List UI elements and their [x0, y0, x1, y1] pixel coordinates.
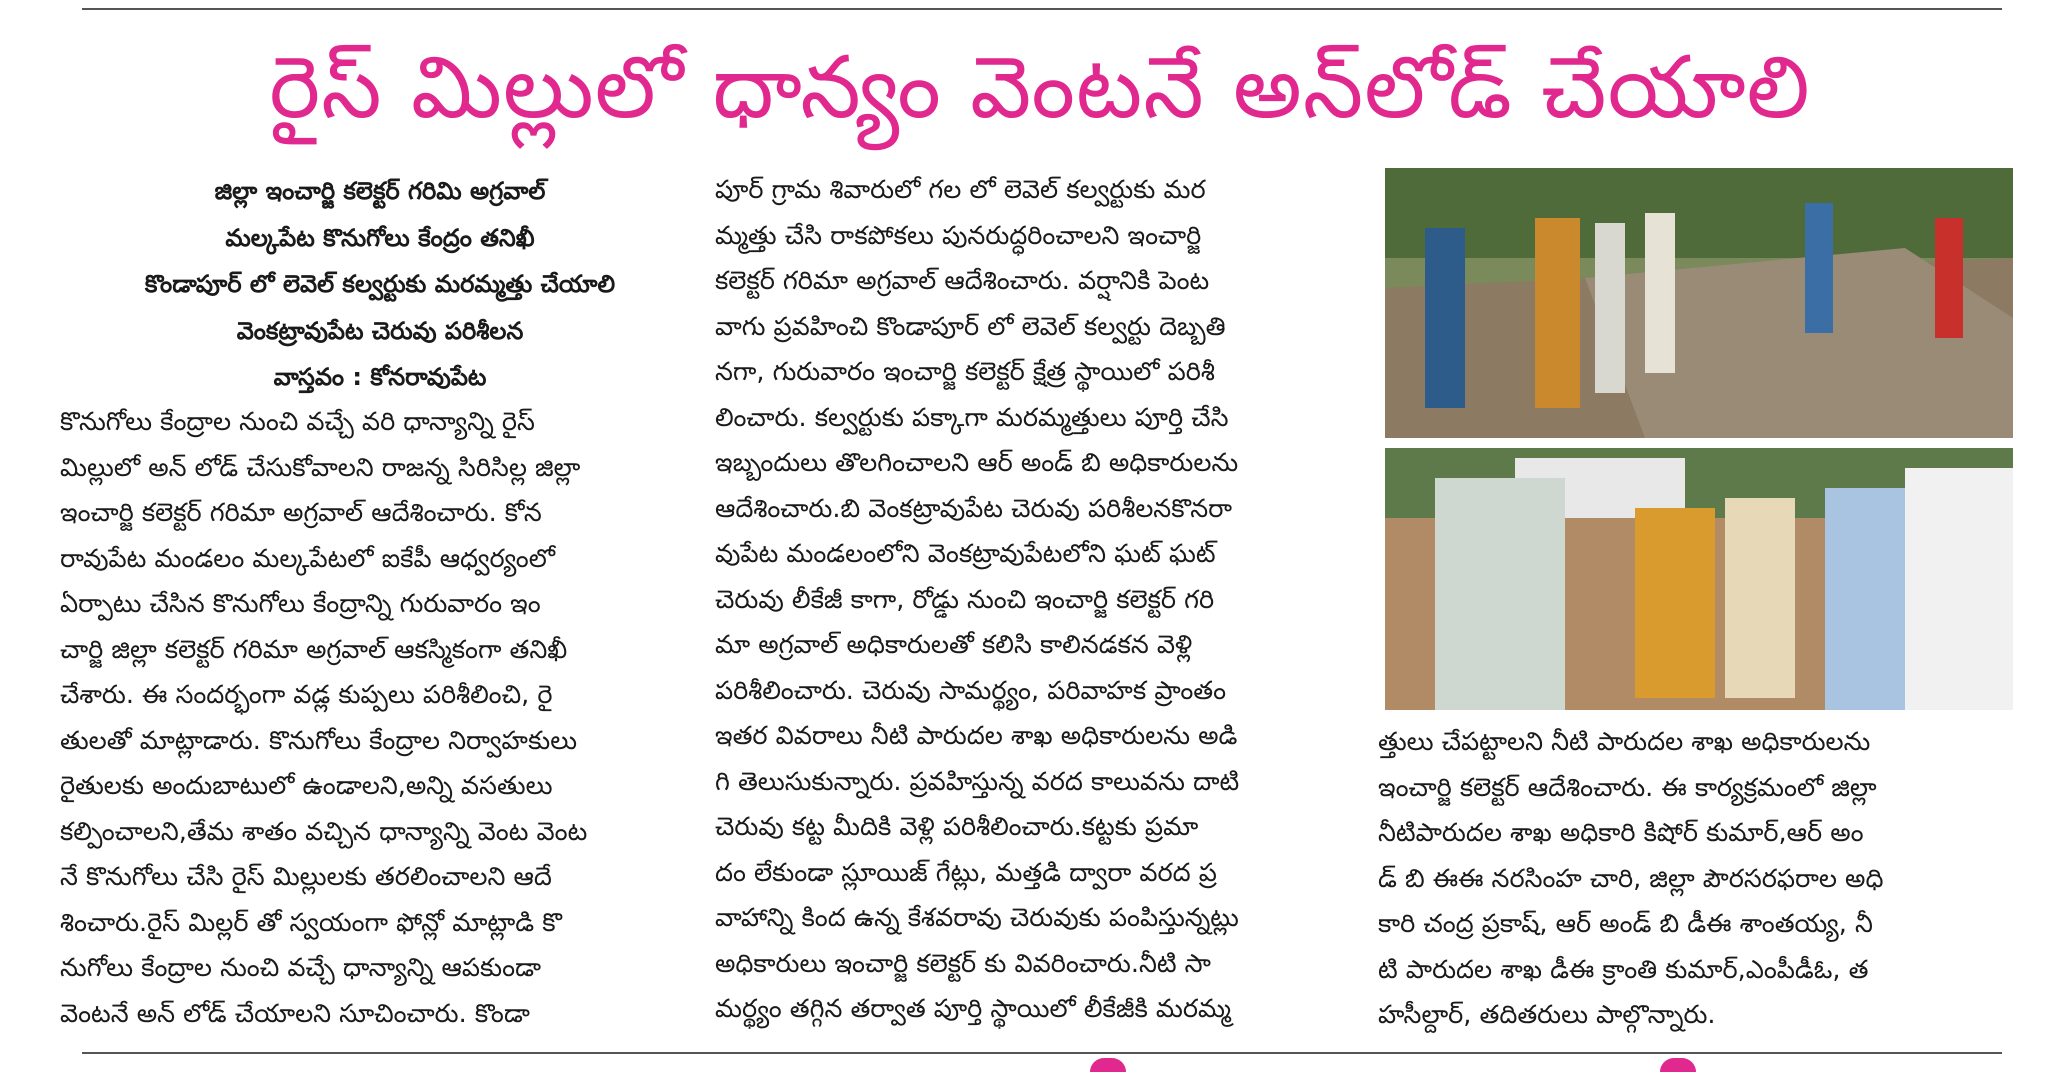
article-line: పూర్ గ్రామ శివారులో గల లో లెవెల్ కల్వర్టుకు మర	[715, 175, 1206, 205]
article-line: డ్ బి ఈఈ నరసింహ చారి, జిల్లా పౌరసరఫరాల అధి	[1378, 863, 1884, 894]
article-line: కారి చంద్ర ప్రకాష్, ఆర్ అండ్ బి డీఈ శాంతయ్య, నీ	[1378, 909, 1873, 939]
article-line: వెంటనే అన్ లోడ్ చేయాలని సూచించారు. కొండా	[60, 998, 530, 1029]
article-line: శించారు.రైస్ మిల్లర్ తో స్వయంగా ఫోన్లో మాట్లాడి కొ	[60, 907, 562, 938]
article-line: పరిశీలించారు. చెరువు సామర్థ్యం, పరివాహక ప్రాంతం	[715, 675, 1227, 706]
bottom-rule	[82, 1052, 2002, 1054]
article-line: రావుపేట మండలం మల్కపేటలో ఐకేపీ ఆధ్వర్యంలో	[60, 543, 555, 574]
article-line: వుపేట మండలంలోని వెంకట్రావుపేటలోని ఘట్ ఘట్	[715, 539, 1216, 569]
top-rule	[82, 8, 2002, 10]
article-line: దం లేకుండా స్లూయిజ్ గేట్లు, మత్తడి ద్వారా వరద ప్ర	[715, 857, 1217, 888]
article-line: హసీల్దార్, తదితరులు పాల్గొన్నారు.	[1378, 1000, 1716, 1030]
article-column-2	[715, 168, 1345, 1033]
article-line: ఇతర వివరాలు నీటి పారుదల శాఖ అధికారులను అడి	[715, 721, 1238, 751]
article-line: కొనుగోలు కేంద్రాల నుంచి వచ్చే వరి ధాన్యాన్ని రైస్	[60, 407, 535, 437]
article-line: ఇబ్బందులు తొలగించాలని ఆర్ అండ్ బి అధికారులను	[715, 448, 1239, 478]
article-line: కలెక్టర్ గరిమా అగ్రవాల్ ఆదేశించారు. వర్షానికి పెంట	[715, 266, 1210, 296]
subheads	[60, 168, 700, 401]
article-line: వాహాన్ని కింద ఉన్న కేశవరావు చెరువుకు పంపిస్తున్నట్లు	[715, 903, 1239, 933]
article-line: వాగు ప్రవహించి కొండాపూర్ లో లెవెల్ కల్వర్టు దెబ్బతి	[715, 311, 1226, 342]
article-line: మిల్లులో అన్ లోడ్ చేసుకోవాలని రాజన్న సిరిసిల్ల జిల్లా	[60, 452, 581, 483]
article-column-1	[60, 400, 700, 1037]
article-line: చార్జి జిల్లా కలెక్టర్ గరిమా అగ్రవాల్ ఆకస్మికంగా తనిఖీ	[60, 634, 568, 665]
collector-inspecting-paddy-photo	[1385, 448, 2013, 710]
article-line: రైతులకు అందుబాటులో ఉండాలని,అన్ని వసతులు	[60, 771, 553, 801]
article-line: తులతో మాట్లాడారు. కొనుగోలు కేంద్రాల నిర్వాహకులు	[60, 725, 578, 756]
article-line: టి పారుదల శాఖ డీఈ క్రాంతి కుమార్,ఎంపీడీఓ, త	[1378, 954, 1869, 985]
dateline: వాస్తవం : కోనరావుపేట	[273, 363, 487, 392]
headline: రైస్ మిల్లులో ధాన్యం వెంటనే అన్‌లోడ్ చేయాలి	[269, 38, 1811, 138]
article-line: మా అగ్రవాల్ అధికారులతో కలిసి కాలినడకన వెళ్లి	[715, 630, 1193, 660]
article-line: చెరువు కట్ట మీదికి వెళ్లి పరిశీలించారు.కట్టకు ప్రమా	[715, 812, 1199, 842]
article-line: ఇంచార్జి కలెక్టర్ గరిమా అగ్రవాల్ ఆదేశించారు. కోన	[60, 498, 542, 528]
subhead: మల్కపేట కొనుగోలు కేంద్రం తనిఖీ	[225, 223, 535, 252]
article-line: కల్పించాలని,తేమ శాతం వచ్చిన ధాన్యాన్ని వెంట వెంట	[60, 816, 588, 847]
article-line: అధికారులు ఇంచార్జి కలెక్టర్ కు వివరించారు.నీటి సా	[715, 948, 1211, 979]
article-line: నగా, గురువారం ఇంచార్జి కలెక్టర్ క్షేత్ర స్థాయిలో పరిశీ	[715, 357, 1215, 387]
article-line: మర్థ్యం తగ్గిన తర్వాత పూర్తి స్థాయిలో లీకేజీకి మరమ్మ	[715, 994, 1231, 1024]
subhead: వెంకట్రావుపేట చెరువు పరిశీలన	[236, 316, 524, 345]
article-line: నుగోలు కేంద్రాల నుంచి వచ్చే ధాన్యాన్ని ఆపకుండా	[60, 953, 542, 983]
article-line: నీటిపారుదల శాఖ అధికారి కిషోర్ కుమార్,ఆర్ అం	[1378, 818, 1864, 848]
officials-inspecting-culvert-photo	[1385, 168, 2013, 438]
article-line: ఏర్పాటు చేసిన కొనుగోలు కేంద్రాన్ని గురువారం ఇం	[60, 589, 541, 619]
decorative-mark	[1090, 1058, 1126, 1072]
subhead: జిల్లా ఇంచార్జి కలెక్టర్ గరిమి అగ్రవాల్	[214, 177, 546, 205]
decorative-mark	[1660, 1058, 1696, 1072]
article-line: మ్మత్తు చేసి రాకపోకలు పునరుద్ధరించాలని ఇంచార్జి	[715, 220, 1202, 251]
subhead: కొండాపూర్ లో లెవెల్ కల్వర్టుకు మరమ్మత్తు చేయాలి	[144, 270, 616, 299]
article-line: ఆదేశించారు.బి వెంకట్రావుపేట చెరువు పరిశీలనకొనరా	[715, 493, 1233, 524]
article-column-3	[1378, 720, 2008, 1039]
article-line: చేశారు. ఈ సందర్భంగా వడ్ల కుప్పలు పరిశీలించి, రై	[60, 680, 553, 710]
article-line: ఇంచార్జి కలెక్టర్ ఆదేశించారు. ఈ కార్యక్రమంలో జిల్లా	[1378, 772, 1877, 803]
article-line: నే కొనుగోలు చేసి రైస్ మిల్లులకు తరలించాలని ఆదే	[60, 862, 552, 892]
article-line: త్తులు చేపట్టాలని నీటి పారుదల శాఖ అధికారులను	[1378, 727, 1871, 757]
article-line: లించారు. కల్వర్టుకు పక్కాగా మరమ్మత్తులు పూర్తి చేసి	[715, 402, 1229, 433]
article-line: చెరువు లీకేజీ కాగా, రోడ్డు నుంచి ఇంచార్జి కలెక్టర్ గరి	[715, 584, 1215, 615]
article-line: గి తెలుసుకున్నారు. ప్రవహిస్తున్న వరద కాలువను దాటి	[715, 766, 1240, 797]
